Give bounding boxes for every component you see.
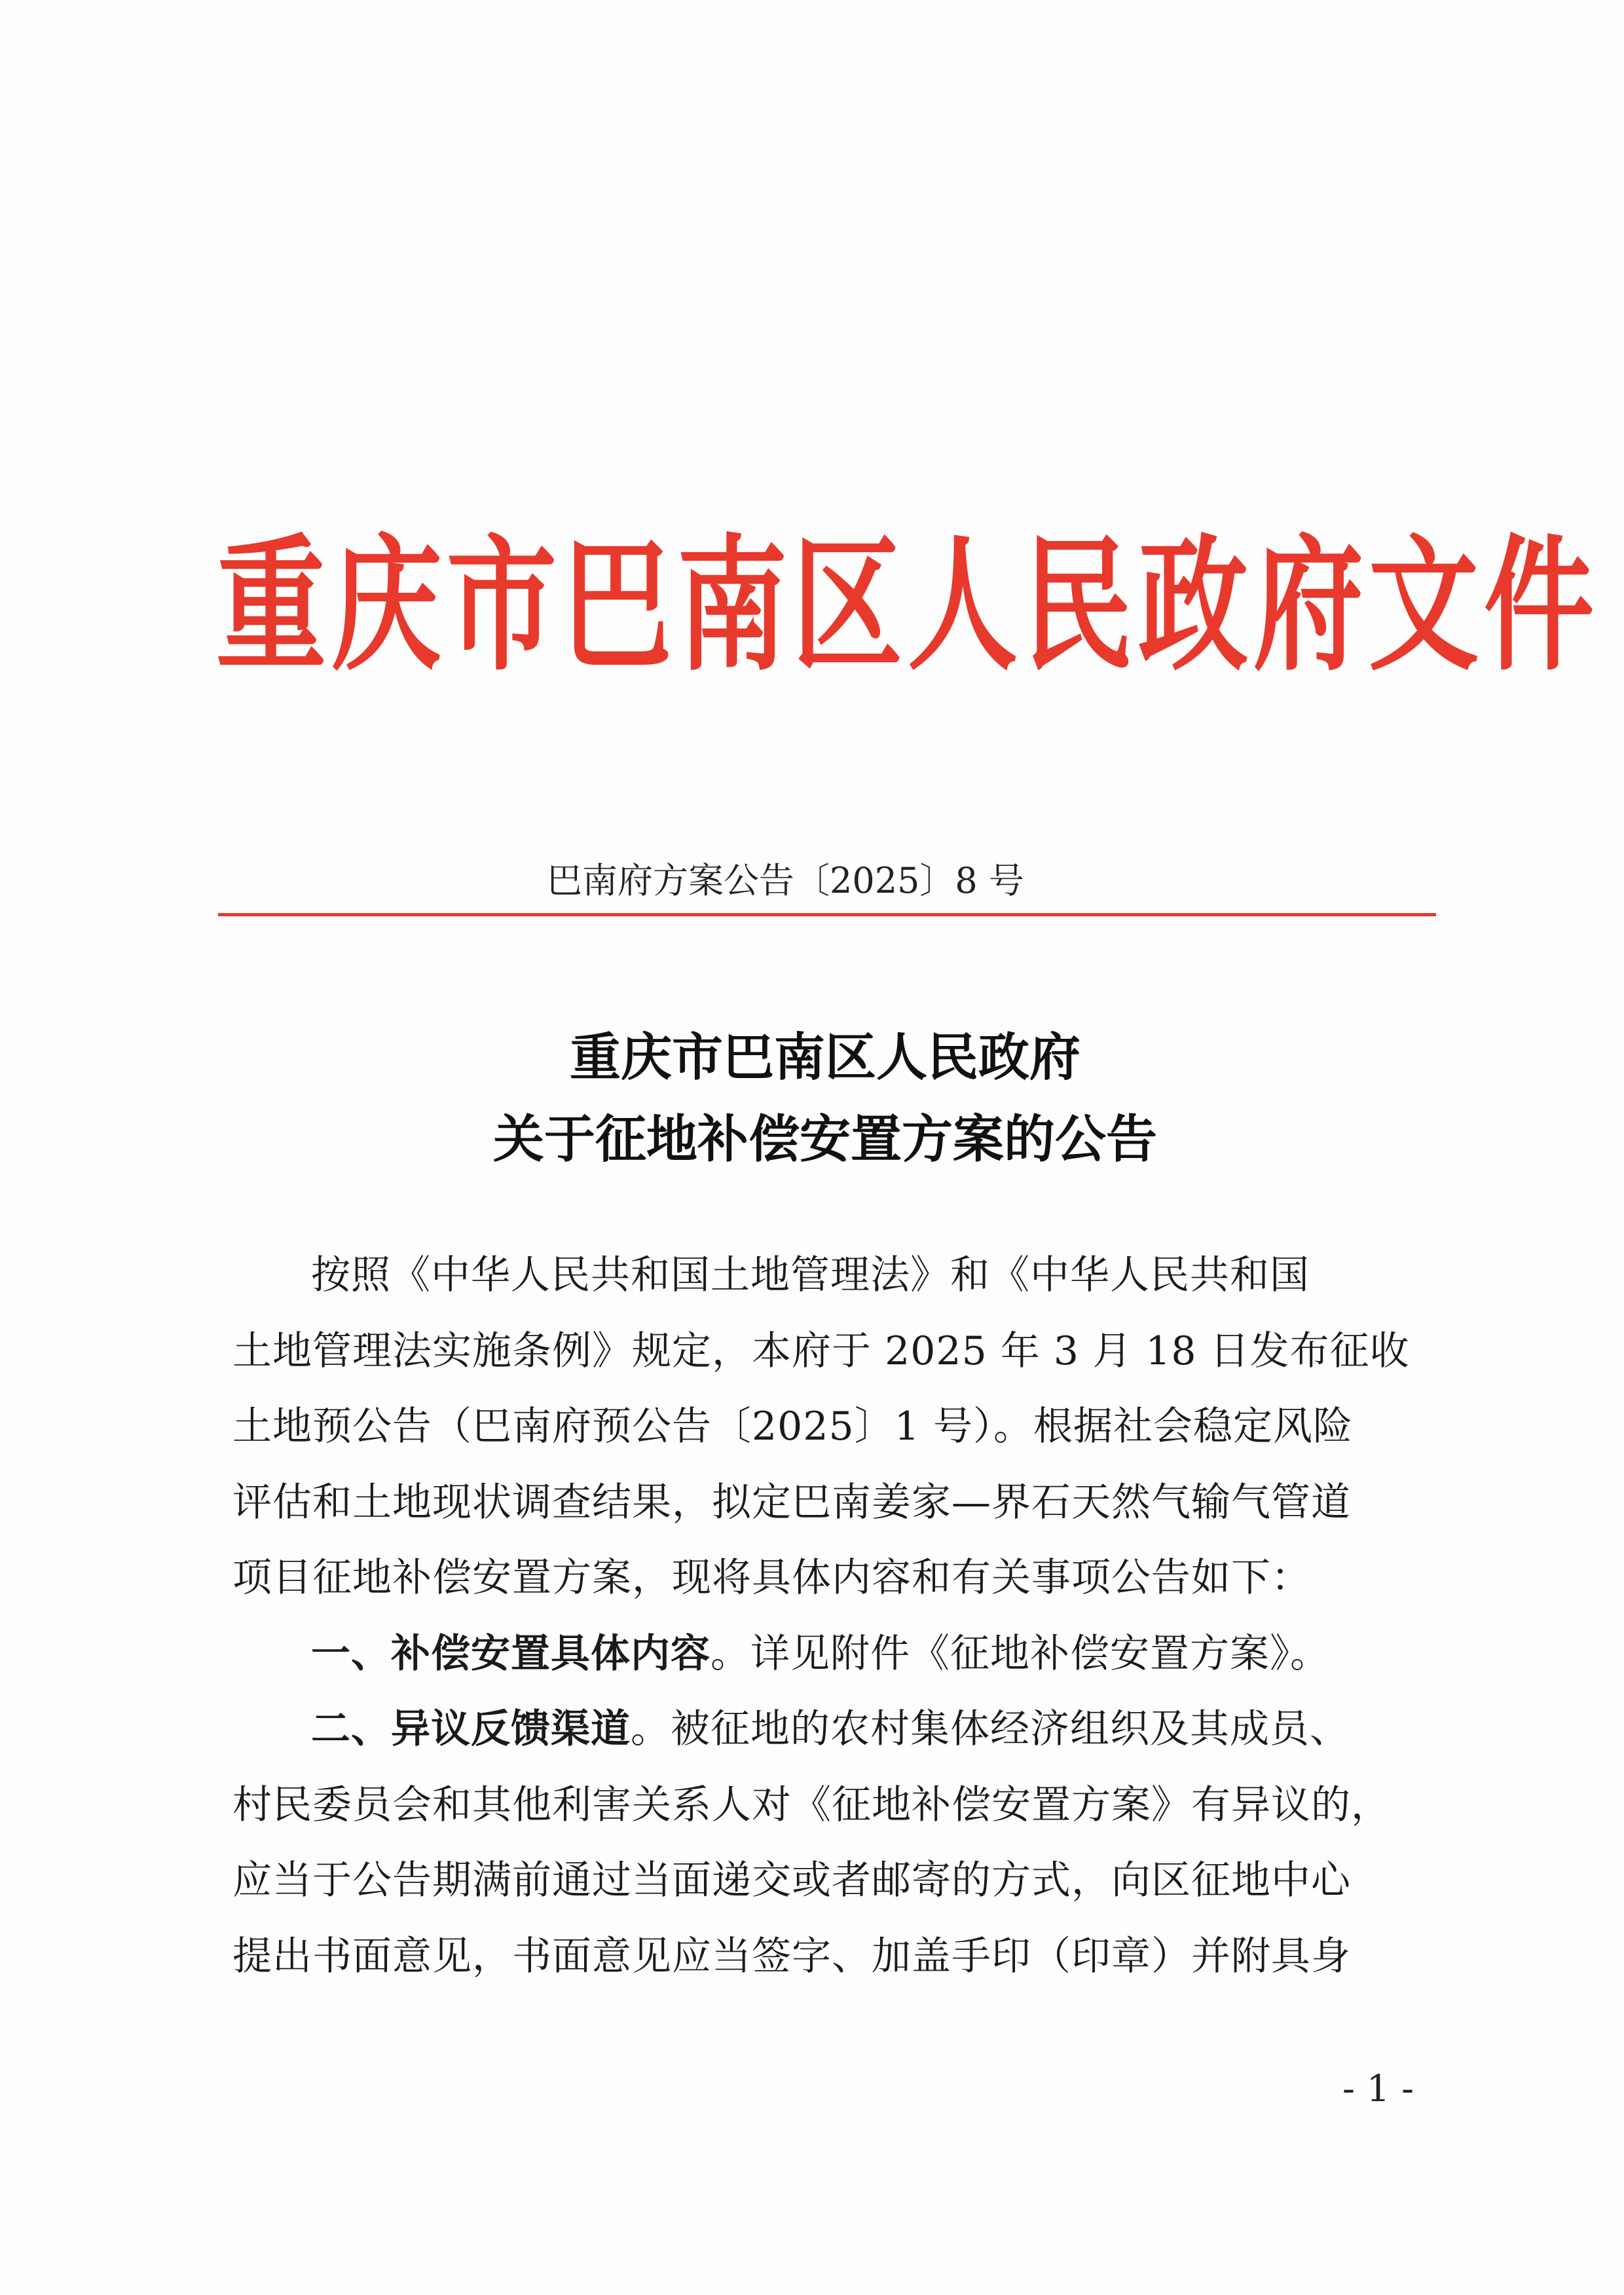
section-1-line bbox=[232, 1616, 1424, 1692]
page-number: - 1 - bbox=[1342, 2068, 1414, 2110]
section-2-heading: 二、异议反馈渠道 bbox=[311, 1706, 631, 1752]
body-paragraph-line: 项目征地补偿安置方案，现将具体内容和有关事项公告如下： bbox=[232, 1555, 1311, 1601]
section-2-line bbox=[232, 1692, 1424, 1768]
section-1-text: 。详见附件《征地补偿安置方案》。 bbox=[710, 1630, 1330, 1677]
body-paragraph-line: 评估和土地现状调查结果，拟定巴南姜家—界石天然气输气管道 bbox=[232, 1479, 1351, 1525]
document-body bbox=[232, 1238, 1424, 1994]
body-paragraph-line: 土地预公告（巴南府预公告〔2025〕1 号）。根据社会稳定风险 bbox=[232, 1404, 1353, 1449]
document-title-line-2: 关于征地补偿安置方案的公告 bbox=[492, 1110, 1157, 1169]
section-2-text: 。被征地的农村集体经济组织及其成员、 bbox=[631, 1706, 1350, 1752]
body-paragraph-line: 应当于公告期满前通过当面递交或者邮寄的方式，向区征地中心 bbox=[232, 1857, 1351, 1903]
body-paragraph-line: 按照《中华人民共和国土地管理法》和《中华人民共和国 bbox=[311, 1252, 1310, 1298]
red-separator-line bbox=[218, 913, 1436, 916]
masthead-title: 重庆市巴南区人民政府文件 bbox=[216, 521, 1599, 691]
body-paragraph-line: 提出书面意见，书面意见应当签字、加盖手印（印章）并附具身 bbox=[232, 1933, 1351, 1979]
document-title-line-1: 重庆市巴南区人民政府 bbox=[569, 1028, 1080, 1087]
document-number: 巴南府方案公告〔2025〕8 号 bbox=[547, 860, 1024, 901]
body-paragraph-line: 村民委员会和其他利害关系人对《征地补偿安置方案》有异议的， bbox=[232, 1782, 1391, 1828]
section-1-heading: 一、补偿安置具体内容 bbox=[311, 1630, 710, 1677]
body-paragraph-line: 土地管理法实施条例》规定，本府于 2025 年 3 月 18 日发布征收 bbox=[232, 1328, 1410, 1374]
